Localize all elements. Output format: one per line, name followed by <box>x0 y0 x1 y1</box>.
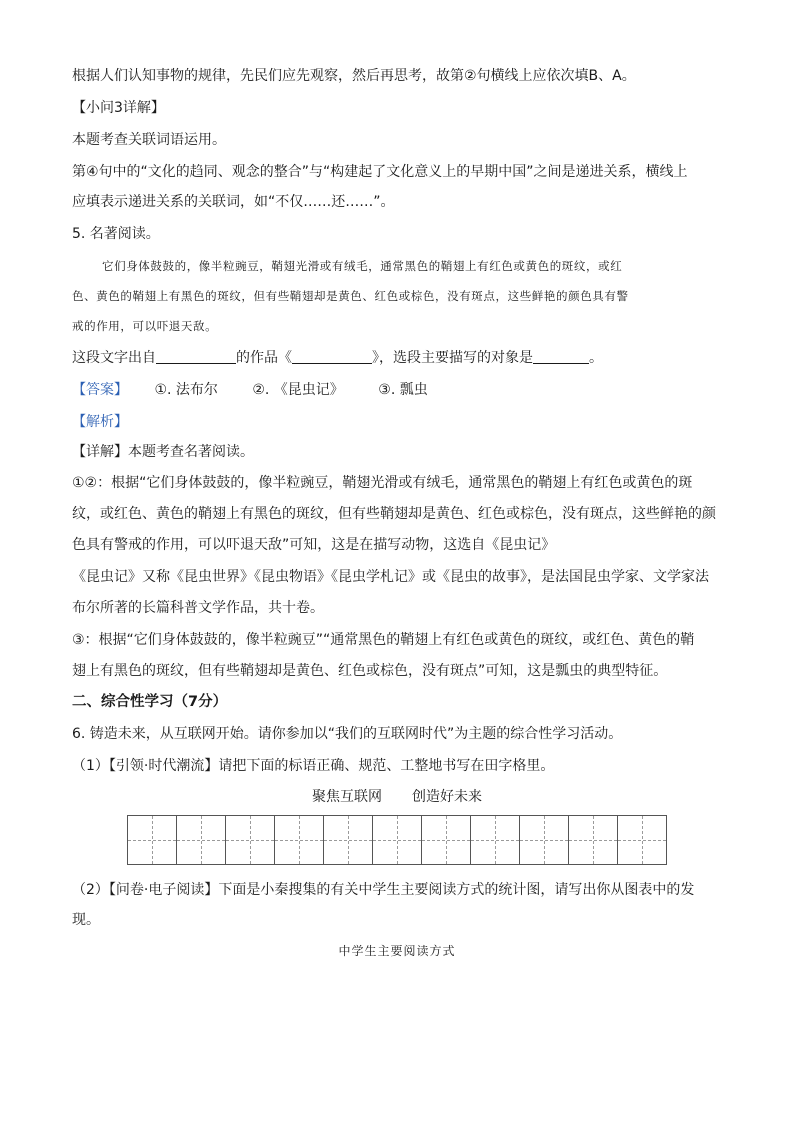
text-line: ③：根据“它们身体鼓鼓的，像半粒豌豆”“通常黑色的鞘翅上有红色或黄色的斑纹，或红色、黄色的鞘 <box>72 632 695 648</box>
grid-cell[interactable] <box>373 816 422 864</box>
answer-label: 【答案】 <box>72 382 128 398</box>
passage-line: 色、黄色的鞘翅上有黑色的斑纹，但有些鞘翅却是黄色、红色或棕色，没有斑点，这些鲜艳的颜色具有警 <box>72 289 629 303</box>
subquestion-heading: 【小问3详解】 <box>72 100 165 116</box>
answer-blank-book[interactable] <box>292 349 372 364</box>
answer-item: ③. 瓢虫 <box>378 382 428 398</box>
slogan <box>0 786 794 806</box>
grid-cell[interactable] <box>275 816 324 864</box>
question-heading: 5. 名著阅读。 <box>72 226 160 242</box>
question-text: 》，选段主要描写的对象是 <box>372 350 533 366</box>
section-heading: 二、综合性学习（7分） <box>72 694 228 710</box>
subquestion-text: 现。 <box>72 912 100 928</box>
analysis-label: 【解析】 <box>72 414 128 430</box>
grid-cell[interactable] <box>177 816 226 864</box>
text-line: 色具有警戒的作用，可以吓退天敌”可知，这是在描写动物，这选自《昆虫记》 <box>72 537 556 553</box>
answer-item: ①. 法布尔 <box>154 382 218 398</box>
grid-cell[interactable] <box>520 816 569 864</box>
grid-cell[interactable] <box>471 816 520 864</box>
answer-blank-author[interactable] <box>156 349 236 364</box>
tianzige-grid <box>127 815 667 865</box>
slogan-part: 创造好未来 <box>412 789 482 805</box>
passage-line: 戒的作用，可以吓退天敌。 <box>72 319 218 333</box>
text-line: 本题考查关联词语运用。 <box>72 132 226 148</box>
slogan-part: 聚焦互联网 <box>312 789 382 805</box>
grid-cell[interactable] <box>324 816 373 864</box>
text-line: 根据人们认知事物的规律，先民们应先观察，然后再思考，故第②句横线上应依次填B、A。 <box>72 68 636 84</box>
grid-cell[interactable] <box>422 816 471 864</box>
grid-cell[interactable] <box>618 816 666 864</box>
grid-cell[interactable] <box>569 816 618 864</box>
answer-blank-subject[interactable] <box>533 349 589 364</box>
subquestion-text: （1）【引领·时代潮流】请把下面的标语正确、规范、工整地书写在田字格里。 <box>72 758 555 774</box>
question-heading: 6. 铸造未来，从互联网开始。请你参加以“我们的互联网时代”为主题的综合性学习活动。 <box>72 726 623 742</box>
chart-title: 中学生主要阅读方式 <box>338 944 456 958</box>
text-line: 应填表示递进关系的关联词，如“不仅……还……”。 <box>72 194 395 210</box>
grid-cell[interactable] <box>226 816 275 864</box>
grid-cell[interactable] <box>128 816 177 864</box>
answer-line <box>72 380 428 400</box>
passage-line: 它们身体鼓鼓的，像半粒豌豆，鞘翅光滑或有绒毛，通常黑色的鞘翅上有红色或黄色的斑纹，或红 <box>102 259 623 273</box>
subquestion-text: （2）【问卷·电子阅读】下面是小秦搜集的有关中学生主要阅读方式的统计图，请写出你从图表中的发 <box>72 882 695 898</box>
text-line: 第④句中的“文化的趋同、观念的整合”与“构建起了文化意义上的早期中国”之间是递进关系，横线上 <box>72 164 688 180</box>
text-line: 《昆虫记》又称《昆虫世界》《昆虫物语》《昆虫学札记》或《昆虫的故事》，是法国昆虫学家、文学家法 <box>72 569 709 585</box>
fill-in-question <box>72 348 603 368</box>
question-text: 这段文字出自 <box>72 350 156 366</box>
text-line: 纹，或红色、黄色的鞘翅上有黑色的斑纹，但有些鞘翅却是黄色、红色或棕色，没有斑点，这些鲜艳的颜 <box>72 506 716 522</box>
question-text: 。 <box>589 350 603 366</box>
text-line: 布尔所著的长篇科普文学作品，共十卷。 <box>72 600 324 616</box>
text-line: 翅上有黑色的斑纹，但有些鞘翅却是黄色、红色或棕色，没有斑点”可知，这是瓢虫的典型特征。 <box>72 663 668 679</box>
text-line: 【详解】本题考查名著阅读。 <box>72 444 254 460</box>
text-line: ①②：根据“它们身体鼓鼓的，像半粒豌豆，鞘翅光滑或有绒毛，通常黑色的鞘翅上有红色或黄色的斑 <box>72 475 693 491</box>
question-text: 的作品《 <box>236 350 292 366</box>
answer-item: ②. 《昆虫记》 <box>252 382 344 398</box>
